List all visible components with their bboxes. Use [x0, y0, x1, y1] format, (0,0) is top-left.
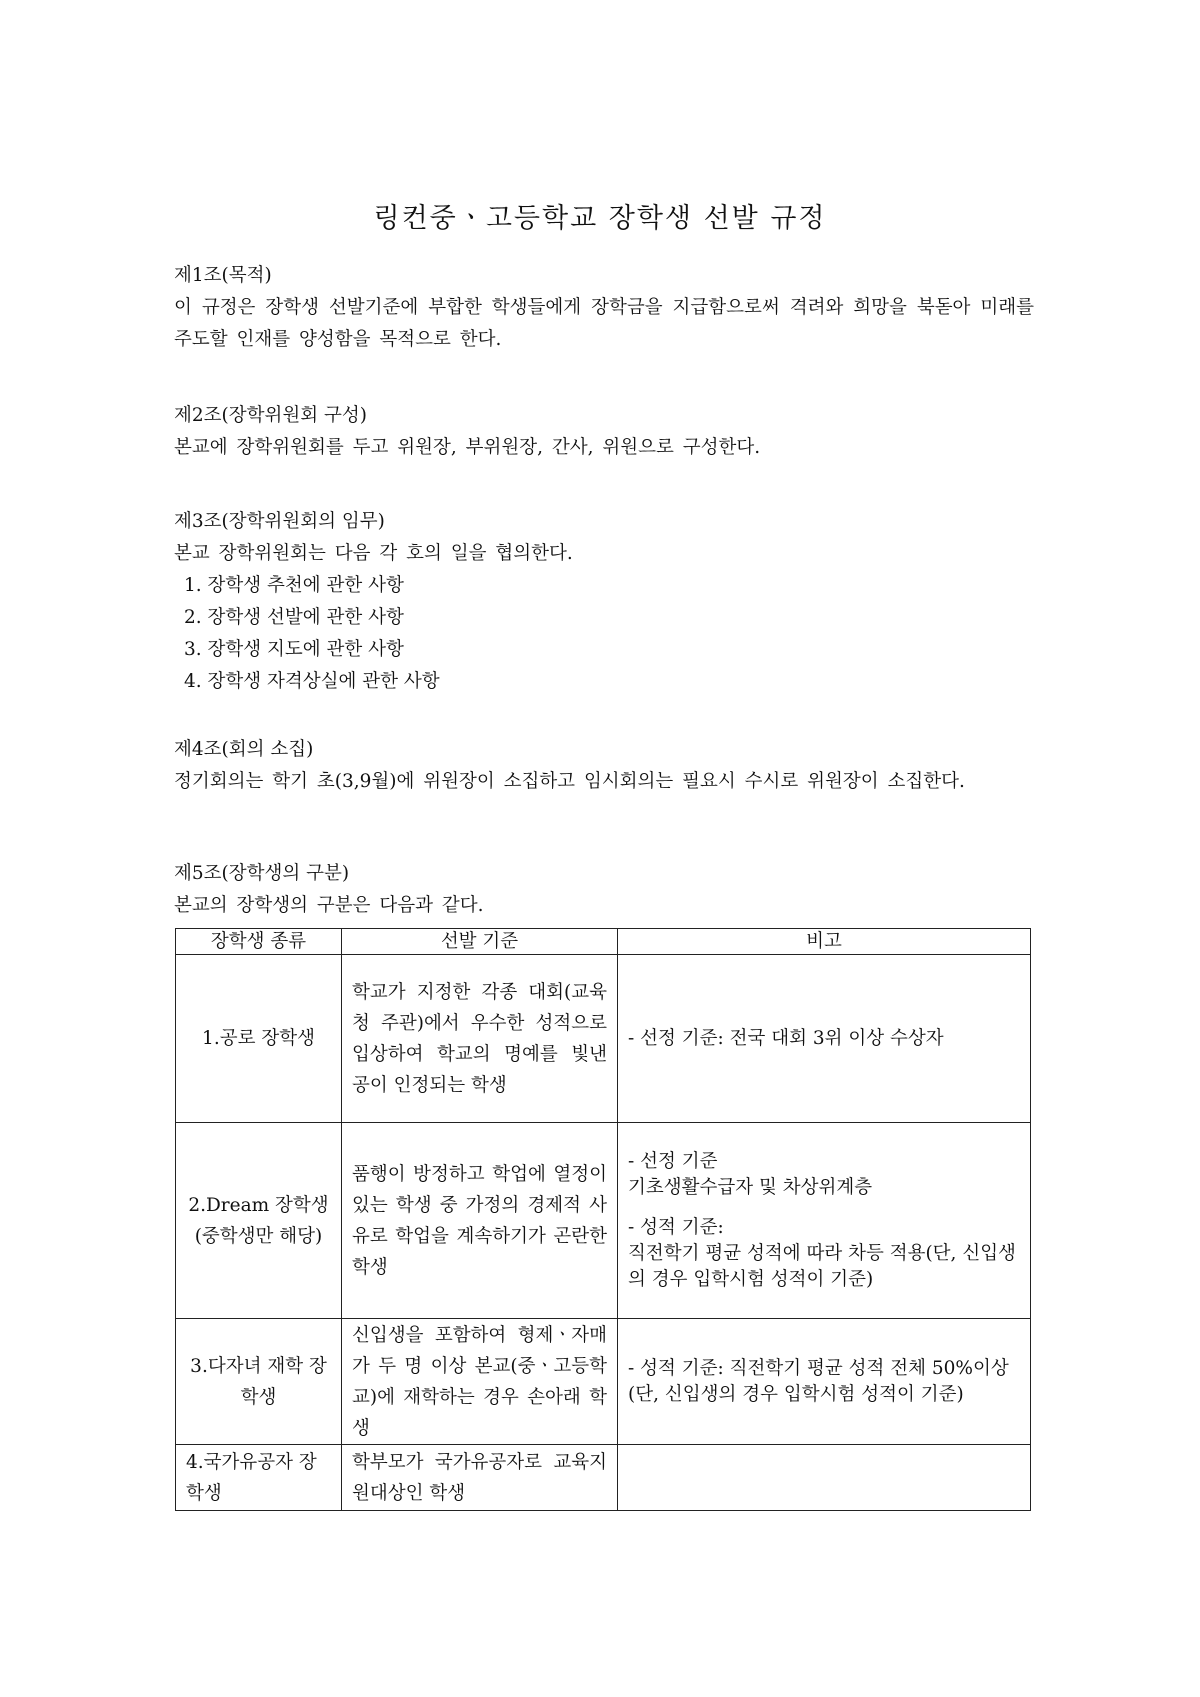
note-line: - 성적 기준: 직전학기 평균 성적 전체 50%이상(단, 신입생의 경우 입학시험 성적이 기준) [628, 1357, 1009, 1405]
criteria-cell: 학교가 지정한 각종 대회(교육청 주관)에서 우수한 성적으로 입상하여 학교의 명예를 빛낸 공이 인정되는 학생 [342, 955, 618, 1123]
scholarship-type-cell: 3.다자녀 재학 장학생 [176, 1319, 342, 1445]
scholarship-type-cell: 1.공로 장학생 [176, 955, 342, 1123]
document-title: 링컨중ㆍ고등학교 장학생 선발 규정 [373, 203, 827, 234]
criteria-cell: 품행이 방정하고 학업에 열정이 있는 학생 중 가정의 경제적 사유로 학업을 계속하기가 곤란한 학생 [342, 1123, 618, 1319]
article-2 [174, 400, 1034, 464]
note-line: 직전학기 평균 성적에 따라 차등 적용(단, 신입생의 경우 입학시험 성적이 기준) [628, 1242, 1016, 1290]
column-header: 선발 기준 [342, 929, 618, 955]
list-item: 3. 장학생 지도에 관한 사항 [184, 639, 404, 660]
table-row [176, 955, 1031, 1123]
article-5 [174, 858, 1034, 922]
list-item: 2. 장학생 선발에 관한 사항 [184, 607, 404, 628]
article-heading: 제4조(회의 소집) [174, 739, 314, 760]
note-cell [618, 1123, 1031, 1319]
note-cell [618, 955, 1031, 1123]
article-1 [174, 260, 1034, 356]
article-3 [174, 506, 1034, 698]
table-row [176, 1319, 1031, 1445]
article-body: 이 규정은 장학생 선발기준에 부합한 학생들에게 장학금을 지급함으로써 격려와 희망을 북돋아 미래를 주도할 인재를 양성함을 목적으로 한다. [174, 297, 1034, 350]
note-line: - 선정 기준: 전국 대회 3위 이상 수상자 [628, 1027, 944, 1049]
table-header-row [176, 929, 1031, 955]
note-line: 기초생활수급자 및 차상위계층 [628, 1176, 873, 1198]
table-row [176, 1123, 1031, 1319]
article-body: 본교의 장학생의 구분은 다음과 같다. [174, 895, 484, 916]
list-item: 4. 장학생 자격상실에 관한 사항 [184, 671, 440, 692]
criteria-cell: 학부모가 국가유공자로 교육지원대상인 학생 [342, 1445, 618, 1511]
scholarship-type-cell: 2.Dream 장학생 (중학생만 해당) [176, 1123, 342, 1319]
scholarship-table [175, 928, 1031, 1511]
list-item: 1. 장학생 추천에 관한 사항 [184, 575, 404, 596]
article-heading: 제2조(장학위원회 구성) [174, 405, 367, 426]
scholarship-type-cell: 4.국가유공자 장학생 [176, 1445, 342, 1511]
article-heading: 제3조(장학위원회의 임무) [174, 511, 385, 532]
article-heading: 제1조(목적) [174, 265, 272, 286]
note-cell [618, 1319, 1031, 1445]
article-heading: 제5조(장학생의 구분) [174, 863, 350, 884]
column-header: 비고 [618, 929, 1031, 955]
article-4 [174, 734, 1034, 798]
article-item-list [174, 570, 1034, 698]
article-body: 본교 장학위원회는 다음 각 호의 일을 협의한다. [174, 543, 573, 564]
criteria-cell: 신입생을 포함하여 형제ㆍ자매가 두 명 이상 본교(중ㆍ고등학교)에 재학하는 경우 손아래 학생 [342, 1319, 618, 1445]
note-spacer [628, 1201, 1020, 1215]
note-cell [618, 1445, 1031, 1511]
article-body: 본교에 장학위원회를 두고 위원장, 부위원장, 간사, 위원으로 구성한다. [174, 437, 761, 458]
column-header: 장학생 종류 [176, 929, 342, 955]
note-line: - 성적 기준: [628, 1216, 724, 1238]
article-body: 정기회의는 학기 초(3,9월)에 위원장이 소집하고 임시회의는 필요시 수시로 위원장이 소집한다. [174, 771, 965, 792]
note-line: - 선정 기준 [628, 1150, 718, 1172]
table-row [176, 1445, 1031, 1511]
